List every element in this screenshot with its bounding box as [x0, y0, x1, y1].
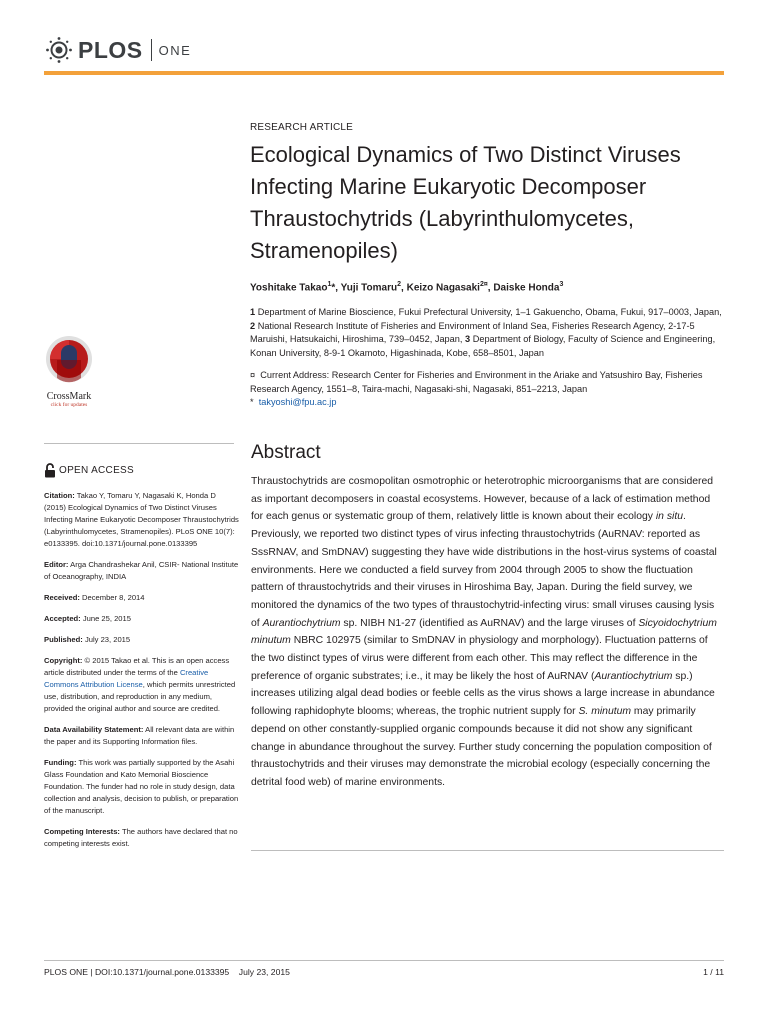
sidebar-divider [44, 443, 234, 444]
affiliation-number: 2 [250, 320, 256, 331]
logo-separator [151, 39, 152, 61]
author-name: Daiske Honda [493, 282, 560, 294]
current-address-text: Current Address: Research Center for Fisheries and Environment in the Ariake and Yatsushiro Bay, Fisheries Research Agency, 1551–8, Taira-machi, Nagasaki-shi, Nagasaki, 851–2213, Japan [250, 370, 703, 394]
abstract-italic: Aurantiochytrium [594, 670, 673, 682]
competing-interests-label: Competing Interests: [44, 827, 120, 836]
author-affiliation-mark: 1 [327, 281, 332, 288]
editor-block [44, 559, 239, 583]
abstract-italic: in situ [655, 511, 684, 523]
affiliation-text: Department of Marine Bioscience, Fukui Prefectural University, 1–1 Gakuencho, Obama, Fukui, 917–0003, Japan, [257, 307, 722, 317]
author-affiliation-mark: 2 [397, 281, 402, 288]
author-affiliation-mark: 2¤ [479, 281, 488, 288]
footer-doi: PLOS ONE | DOI:10.1371/journal.pone.0133395 [44, 967, 230, 977]
corresponding-author [250, 396, 336, 410]
accepted-block [44, 613, 239, 625]
affiliations [250, 306, 722, 360]
accepted-label: Accepted: [44, 614, 81, 623]
copyright-text: © 2015 Takao et al. This is an open access article distributed under the terms of the [44, 656, 230, 677]
crossmark-icon [44, 334, 94, 384]
plos-sun-icon [44, 36, 74, 64]
competing-interests-text: The authors have declared that no competing interests exist. [44, 827, 238, 848]
affiliation-number: 3 [465, 334, 471, 344]
funding-block [44, 757, 239, 817]
received-block [44, 592, 239, 604]
accepted-date: June 25, 2015 [82, 614, 131, 623]
article-info-sidebar [44, 490, 239, 859]
citation-label: Citation: [44, 491, 75, 500]
open-lock-icon [44, 463, 56, 478]
published-block [44, 634, 239, 646]
editor-text: Arga Chandrashekar Anil, CSIR- National Institute of Oceanography, INDIA [44, 560, 239, 581]
abstract-segment: sp. NIBH N1-27 (identified as AuRNAV) and the large viruses of [340, 617, 639, 629]
open-access-badge [44, 463, 134, 478]
abstract-segment: NBRC 102975 (similar to SmDNAV in physiology and morphology). Fluctuation patterns of the two distinct types of virus were different from each other. This may reflect the difference in the preference of organic substrates; i.e., it may be likely the host of AuRNAV ( [251, 635, 708, 682]
crossmark-label: CrossMark [46, 391, 92, 402]
affiliation-text: Department of Biology, Faculty of Science and Engineering, Konan University, 8-9-1 Okamoto, Higashinada, Kobe, 658–8501, Japan [250, 334, 716, 358]
crossmark-badge[interactable] [40, 334, 98, 408]
abstract-text [251, 473, 723, 792]
data-availability-block [44, 724, 239, 748]
affiliation-text: National Research Institute of Fisheries and Environment of Inland Sea, Fisheries Research Agency, 2-17-5 Maruishi, Hatsukaichi, Hiroshima, 739–0452, Japan, [250, 320, 695, 344]
abstract-segment: Thraustochytrids are cosmopolitan osmotrophic or heterotrophic microorganisms that are considered as important decomposers in coastal ecosystems. However, because of a lack of estimation method for each genus or systematic group of them, relatively little is known about their ecology [251, 476, 714, 523]
plos-one-logo [44, 36, 191, 64]
author-separator: , [487, 282, 494, 294]
received-date: December 8, 2014 [82, 593, 145, 602]
article-type: RESEARCH ARTICLE [250, 122, 354, 133]
competing-interests-block [44, 826, 239, 850]
corresponding-symbol: * [250, 397, 254, 407]
current-address [250, 369, 722, 396]
article-title: Ecological Dynamics of Two Distinct Viruses Infecting Marine Eukaryotic Decomposer Thraustochytrids (Labyrinthulomycetes, Stramenopiles) [250, 142, 681, 263]
license-link[interactable]: Creative Commons Attribution License [44, 668, 209, 689]
citation-text: Takao Y, Tomaru Y, Nagasaki K, Honda D (2015) Ecological Dynamics of Two Distinct Viruses Infecting Marine Eukaryotic Decomposer Thraustochytrids (Labyrinthulomycetes, Stramenopiles). PLoS ONE 10(7): e0133395. doi:10.1371/journal.pone.0133395 [44, 491, 239, 548]
data-availability-label: Data Availability Statement: [44, 725, 144, 734]
author-name: Keizo Nagasaki [406, 282, 480, 294]
open-access-label: OPEN ACCESS [59, 465, 134, 476]
logo-journal: ONE [158, 42, 192, 58]
abstract-segment: . Previously, we reported two distinct types of virus infecting thraustochytrids (AuRNAV: reported as SssRNAV, and SmDNAV) suggesting they have wide distributions in the host-virus systems of coastal environments. Here we conducted a field survey from 2004 through 2005 to show the fluctuation pattern of thraustochytrids and their viruses in Hiroshima Bay, Japan. During the field survey, we monitored the dynamics of the two types of thraustochytrid-infecting virus: small viruses causing lysis of [251, 511, 717, 629]
abstract-segment: may primarily depend on other constantly-supplied organic compounds because it did not show any significant change in abundance throughout the survey. Further study concerning the population composition of thraustochytrids and their viruses may demonstrate the microbial ecology (especially concerning the detrital food web) of marine environments. [251, 706, 712, 788]
crossmark-sublabel: click for updates [50, 402, 88, 408]
citation-block [44, 490, 239, 550]
footer-citation [44, 967, 290, 977]
abstract-divider [251, 850, 724, 851]
funding-label: Funding: [44, 758, 77, 767]
logo-brand: PLOS [78, 36, 143, 63]
author-separator: *, [331, 282, 341, 294]
author-separator: , [401, 282, 407, 294]
copyright-block [44, 655, 239, 715]
funding-text: This work was partially supported by the Asahi Glass Foundation and Kato Memorial Bioscience Foundation. The funder had no role in study design, data collection and analysis, decision to publish, or preparation of the manuscript. [44, 758, 239, 815]
abstract-italic: S. minutum [578, 706, 632, 718]
abstract-segment: sp.) increases utilizing algal dead bodies or feeble cells as the virus shows a large increase in abundance following raphidophyte blooms; whereas, the trophic nutrient supply for [251, 670, 715, 718]
header-accent-rule [44, 71, 724, 75]
published-date: July 23, 2015 [84, 635, 131, 644]
abstract-italic: Aurantiochytrium [262, 617, 341, 629]
author-name: Yoshitake Takao [250, 282, 328, 294]
affiliation-number: 1 [250, 307, 256, 317]
data-availability-text: All relevant data are within the paper and its Supporting Information files. [44, 725, 235, 746]
received-label: Received: [44, 593, 80, 602]
editor-label: Editor: [44, 560, 69, 569]
author-name: Yuji Tomaru [340, 282, 398, 294]
published-label: Published: [44, 635, 83, 644]
abstract-heading: Abstract [251, 442, 321, 463]
copyright-label: Copyright: [44, 656, 83, 665]
footer-divider [44, 960, 724, 961]
author-list [250, 278, 720, 295]
current-address-symbol: ¤ [250, 370, 256, 380]
abstract-italic: Sicyoidochytrium minutum [251, 617, 717, 647]
footer-date: July 23, 2015 [238, 967, 290, 977]
page-number: 1 / 11 [703, 967, 724, 977]
corresponding-email-link[interactable]: takyoshi@fpu.ac.jp [258, 397, 337, 407]
copyright-text-after: , which permits unrestricted use, distribution, and reproduction in any medium, provided the original author and source are credited. [44, 680, 236, 713]
author-affiliation-mark: 3 [559, 281, 564, 288]
